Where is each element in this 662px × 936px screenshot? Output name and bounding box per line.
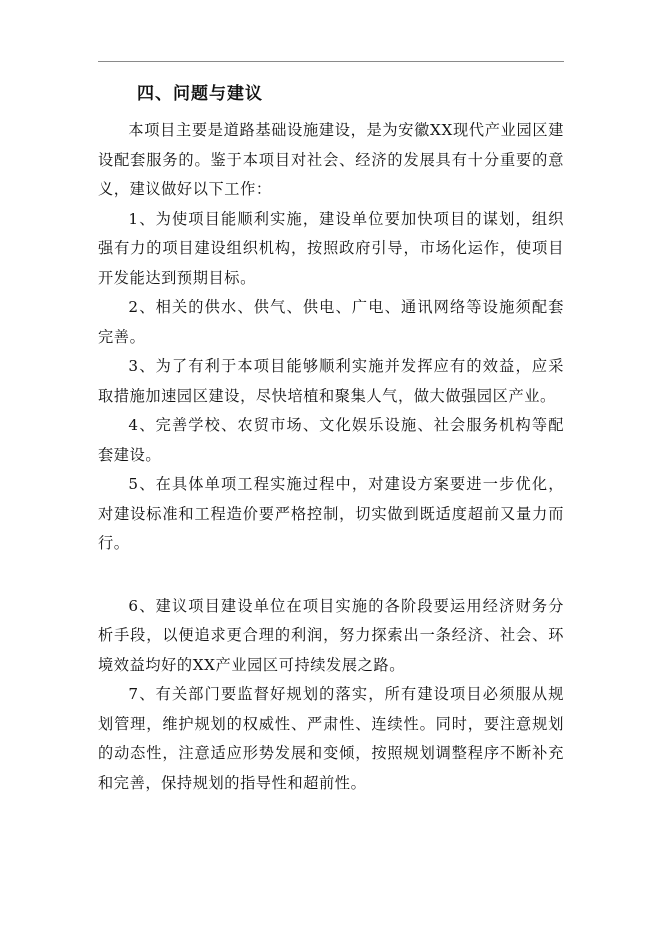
recommendation-2: 2、相关的供水、供气、供电、广电、通讯网络等设施须配套完善。 (98, 298, 564, 346)
intro-paragraph: 本项目主要是道路基础设施建设，是为安徽XX现代产业园区建设配套服务的。鉴于本项目对社会、经济的发展具有十分重要的意义，建议做好以下工作： (98, 121, 564, 198)
document-body (98, 116, 564, 798)
recommendation-6: 6、建议项目建设单位在项目实施的各阶段要运用经济财务分析手段，以便追求更合理的利润，努力探索出一条经济、社会、环境效益均好的XX产业园区可持续发展之路。 (98, 596, 564, 674)
header-rule (98, 61, 564, 62)
recommendation-7: 7、有关部门要监督好规划的落实，所有建设项目必须服从规划管理，维护规划的权威性、严肃性、连续性。同时，要注意规划的动态性，注意适应形势发展和变倾，按照规划调整程序不断补充和完善，保持规划的指导性和超前性。 (98, 685, 564, 792)
recommendation-3: 3、为了有利于本项目能够顺利实施并发挥应有的效益，应采取措施加速园区建设，尽快培植和聚集人气，做大做强园区产业。 (98, 357, 564, 405)
recommendation-5: 5、在具体单项工程实施过程中，对建设方案要进一步优化，对建设标准和工程造价要严格控制，切实做到既适度超前又量力而行。 (98, 475, 564, 552)
paragraph-gap (98, 559, 564, 592)
recommendation-1: 1、为使项目能顺利实施，建设单位要加快项目的谋划，组织强有力的项目建设组织机构，按照政府引导，市场化运作，使项目开发能达到预期目标。 (98, 209, 564, 287)
section-heading: 四、问题与建议 (137, 84, 263, 104)
recommendation-4: 4、完善学校、农贸市场、文化娱乐设施、社会服务机构等配套建设。 (98, 416, 564, 464)
